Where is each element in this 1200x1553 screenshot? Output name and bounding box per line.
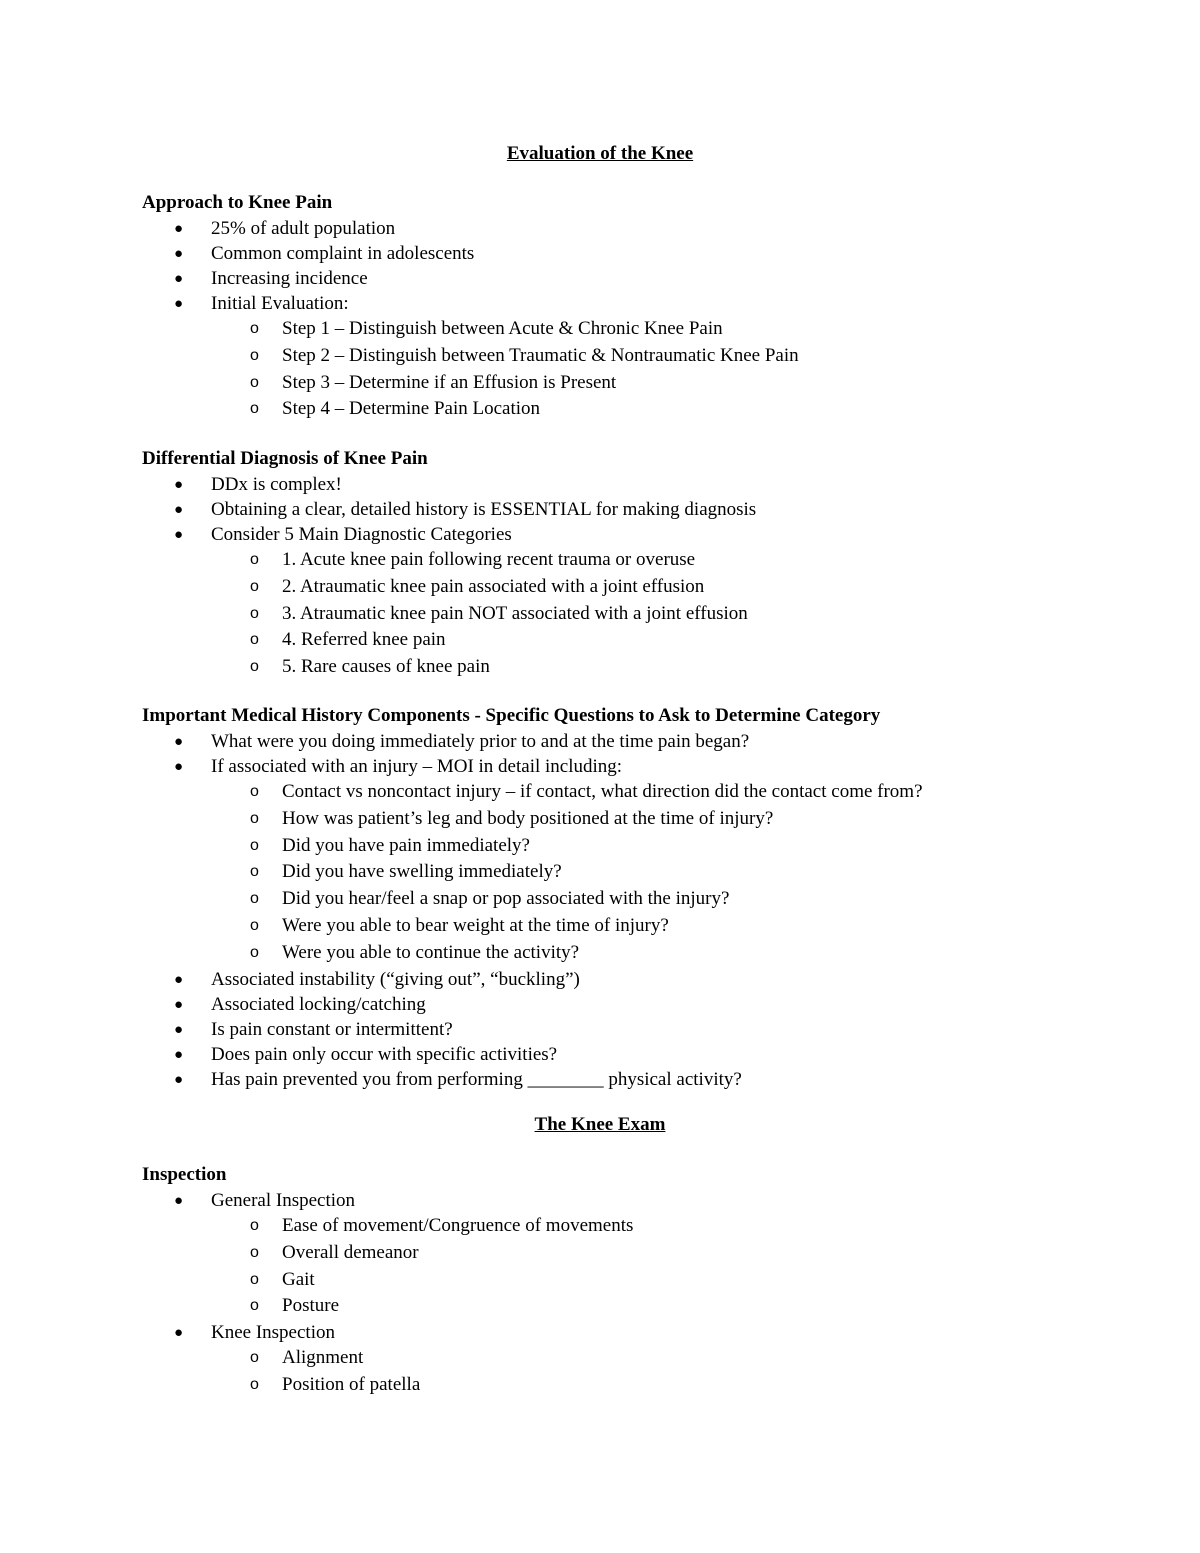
circle-bullet-icon: o bbox=[250, 631, 259, 649]
list-item: ● Associated instability (“giving out”, “buckling”) bbox=[0, 967, 1200, 992]
document-title: Evaluation of the Knee bbox=[506, 143, 694, 164]
list-item: ● General Inspection bbox=[0, 1188, 1200, 1213]
history-list bbox=[0, 729, 1200, 1092]
section-heading-approach: Approach to Knee Pain bbox=[142, 192, 333, 213]
sub-list-item: o Step 2 – Distinguish between Traumatic & Nontraumatic Knee Pain bbox=[0, 343, 1200, 370]
circle-bullet-icon: o bbox=[250, 1217, 259, 1234]
sub-list-item: o Did you have pain immediately? bbox=[0, 833, 1200, 860]
list-item: ● 25% of adult population bbox=[0, 216, 1200, 241]
circle-bullet-icon: o bbox=[250, 1349, 259, 1367]
approach-list bbox=[0, 216, 1200, 423]
bullet-icon: ● bbox=[174, 734, 184, 750]
circle-bullet-icon: o bbox=[250, 658, 259, 676]
bullet-icon: ● bbox=[174, 971, 184, 988]
list-item: ● Obtaining a clear, detailed history is ESSENTIAL for making diagnosis bbox=[0, 497, 1200, 522]
list-item: ● If associated with an injury – MOI in detail including: bbox=[0, 754, 1200, 779]
circle-bullet-icon: o bbox=[250, 400, 259, 418]
sub-list-item: o Did you hear/feel a snap or pop associated with the injury? bbox=[0, 886, 1200, 913]
list-item: ● Knee Inspection bbox=[0, 1320, 1200, 1345]
inspection-list bbox=[0, 1188, 1200, 1399]
circle-bullet-icon: o bbox=[250, 577, 259, 595]
exam-title: The Knee Exam bbox=[534, 1114, 666, 1135]
list-item: ● Associated locking/catching bbox=[0, 992, 1200, 1017]
sub-list-item: o 3. Atraumatic knee pain NOT associated with a joint effusion bbox=[0, 601, 1200, 628]
bullet-icon: ● bbox=[174, 1046, 184, 1063]
section-heading-history: Important Medical History Components - Specific Questions to Ask to Determine Category bbox=[142, 705, 881, 726]
bullet-icon: ● bbox=[174, 221, 184, 237]
sub-list-item: o Step 4 – Determine Pain Location bbox=[0, 396, 1200, 423]
sub-list-item: o Alignment bbox=[0, 1345, 1200, 1372]
bullet-icon: ● bbox=[174, 1193, 184, 1209]
circle-bullet-icon: o bbox=[250, 320, 259, 337]
sub-list-item: o Ease of movement/Congruence of movements bbox=[0, 1213, 1200, 1240]
circle-bullet-icon: o bbox=[250, 604, 259, 622]
sub-list-item: o Were you able to continue the activity? bbox=[0, 940, 1200, 967]
circle-bullet-icon: o bbox=[250, 783, 259, 800]
circle-bullet-icon: o bbox=[250, 916, 259, 934]
circle-bullet-icon: o bbox=[250, 863, 259, 881]
bullet-icon: ● bbox=[174, 1021, 184, 1038]
circle-bullet-icon: o bbox=[250, 1243, 259, 1261]
sub-list-item: o Were you able to bear weight at the time of injury? bbox=[0, 913, 1200, 940]
bullet-icon: ● bbox=[174, 271, 184, 287]
circle-bullet-icon: o bbox=[250, 943, 259, 961]
list-item: ● Does pain only occur with specific activities? bbox=[0, 1042, 1200, 1067]
bullet-icon: ● bbox=[174, 527, 184, 543]
list-item: ● Has pain prevented you from performing ________ physical activity? bbox=[0, 1067, 1200, 1092]
circle-bullet-icon: o bbox=[250, 836, 259, 854]
sub-list-item: o Posture bbox=[0, 1293, 1200, 1320]
list-item: ● DDx is complex! bbox=[0, 472, 1200, 497]
list-item: ● What were you doing immediately prior to and at the time pain began? bbox=[0, 729, 1200, 754]
bullet-icon: ● bbox=[174, 996, 184, 1013]
bullet-icon: ● bbox=[174, 296, 184, 312]
circle-bullet-icon: o bbox=[250, 890, 259, 908]
sub-list-item: o 5. Rare causes of knee pain bbox=[0, 654, 1200, 681]
section-heading-inspection: Inspection bbox=[142, 1164, 227, 1185]
bullet-icon: ● bbox=[174, 759, 184, 775]
list-item: ● Common complaint in adolescents bbox=[0, 241, 1200, 266]
list-item: ● Consider 5 Main Diagnostic Categories bbox=[0, 522, 1200, 547]
bullet-icon: ● bbox=[174, 246, 184, 262]
sub-list-item: o 4. Referred knee pain bbox=[0, 627, 1200, 654]
bullet-icon: ● bbox=[174, 1071, 184, 1088]
sub-list-item: o Gait bbox=[0, 1267, 1200, 1294]
list-item: ● Initial Evaluation: bbox=[0, 291, 1200, 316]
circle-bullet-icon: o bbox=[250, 346, 259, 364]
ddx-list bbox=[0, 472, 1200, 681]
bullet-icon: ● bbox=[174, 1325, 184, 1342]
list-item: ● Is pain constant or intermittent? bbox=[0, 1017, 1200, 1042]
circle-bullet-icon: o bbox=[250, 1270, 259, 1288]
sub-list-item: o Contact vs noncontact injury – if contact, what direction did the contact come from? bbox=[0, 779, 1200, 806]
sub-list-item: o Position of patella bbox=[0, 1372, 1200, 1399]
circle-bullet-icon: o bbox=[250, 809, 259, 827]
section-heading-ddx: Differential Diagnosis of Knee Pain bbox=[142, 448, 428, 469]
list-item: ● Increasing incidence bbox=[0, 266, 1200, 291]
sub-list-item: o Step 3 – Determine if an Effusion is Present bbox=[0, 370, 1200, 397]
sub-list-item: o 1. Acute knee pain following recent trauma or overuse bbox=[0, 547, 1200, 574]
circle-bullet-icon: o bbox=[250, 1375, 259, 1393]
circle-bullet-icon: o bbox=[250, 1297, 259, 1315]
sub-list-item: o 2. Atraumatic knee pain associated with a joint effusion bbox=[0, 574, 1200, 601]
bullet-icon: ● bbox=[174, 477, 184, 493]
circle-bullet-icon: o bbox=[250, 551, 259, 568]
circle-bullet-icon: o bbox=[250, 373, 259, 391]
sub-list-item: o How was patient’s leg and body positioned at the time of injury? bbox=[0, 806, 1200, 833]
sub-list-item: o Did you have swelling immediately? bbox=[0, 859, 1200, 886]
bullet-icon: ● bbox=[174, 502, 184, 518]
sub-list-item: o Overall demeanor bbox=[0, 1240, 1200, 1267]
sub-list-item: o Step 1 – Distinguish between Acute & Chronic Knee Pain bbox=[0, 316, 1200, 343]
